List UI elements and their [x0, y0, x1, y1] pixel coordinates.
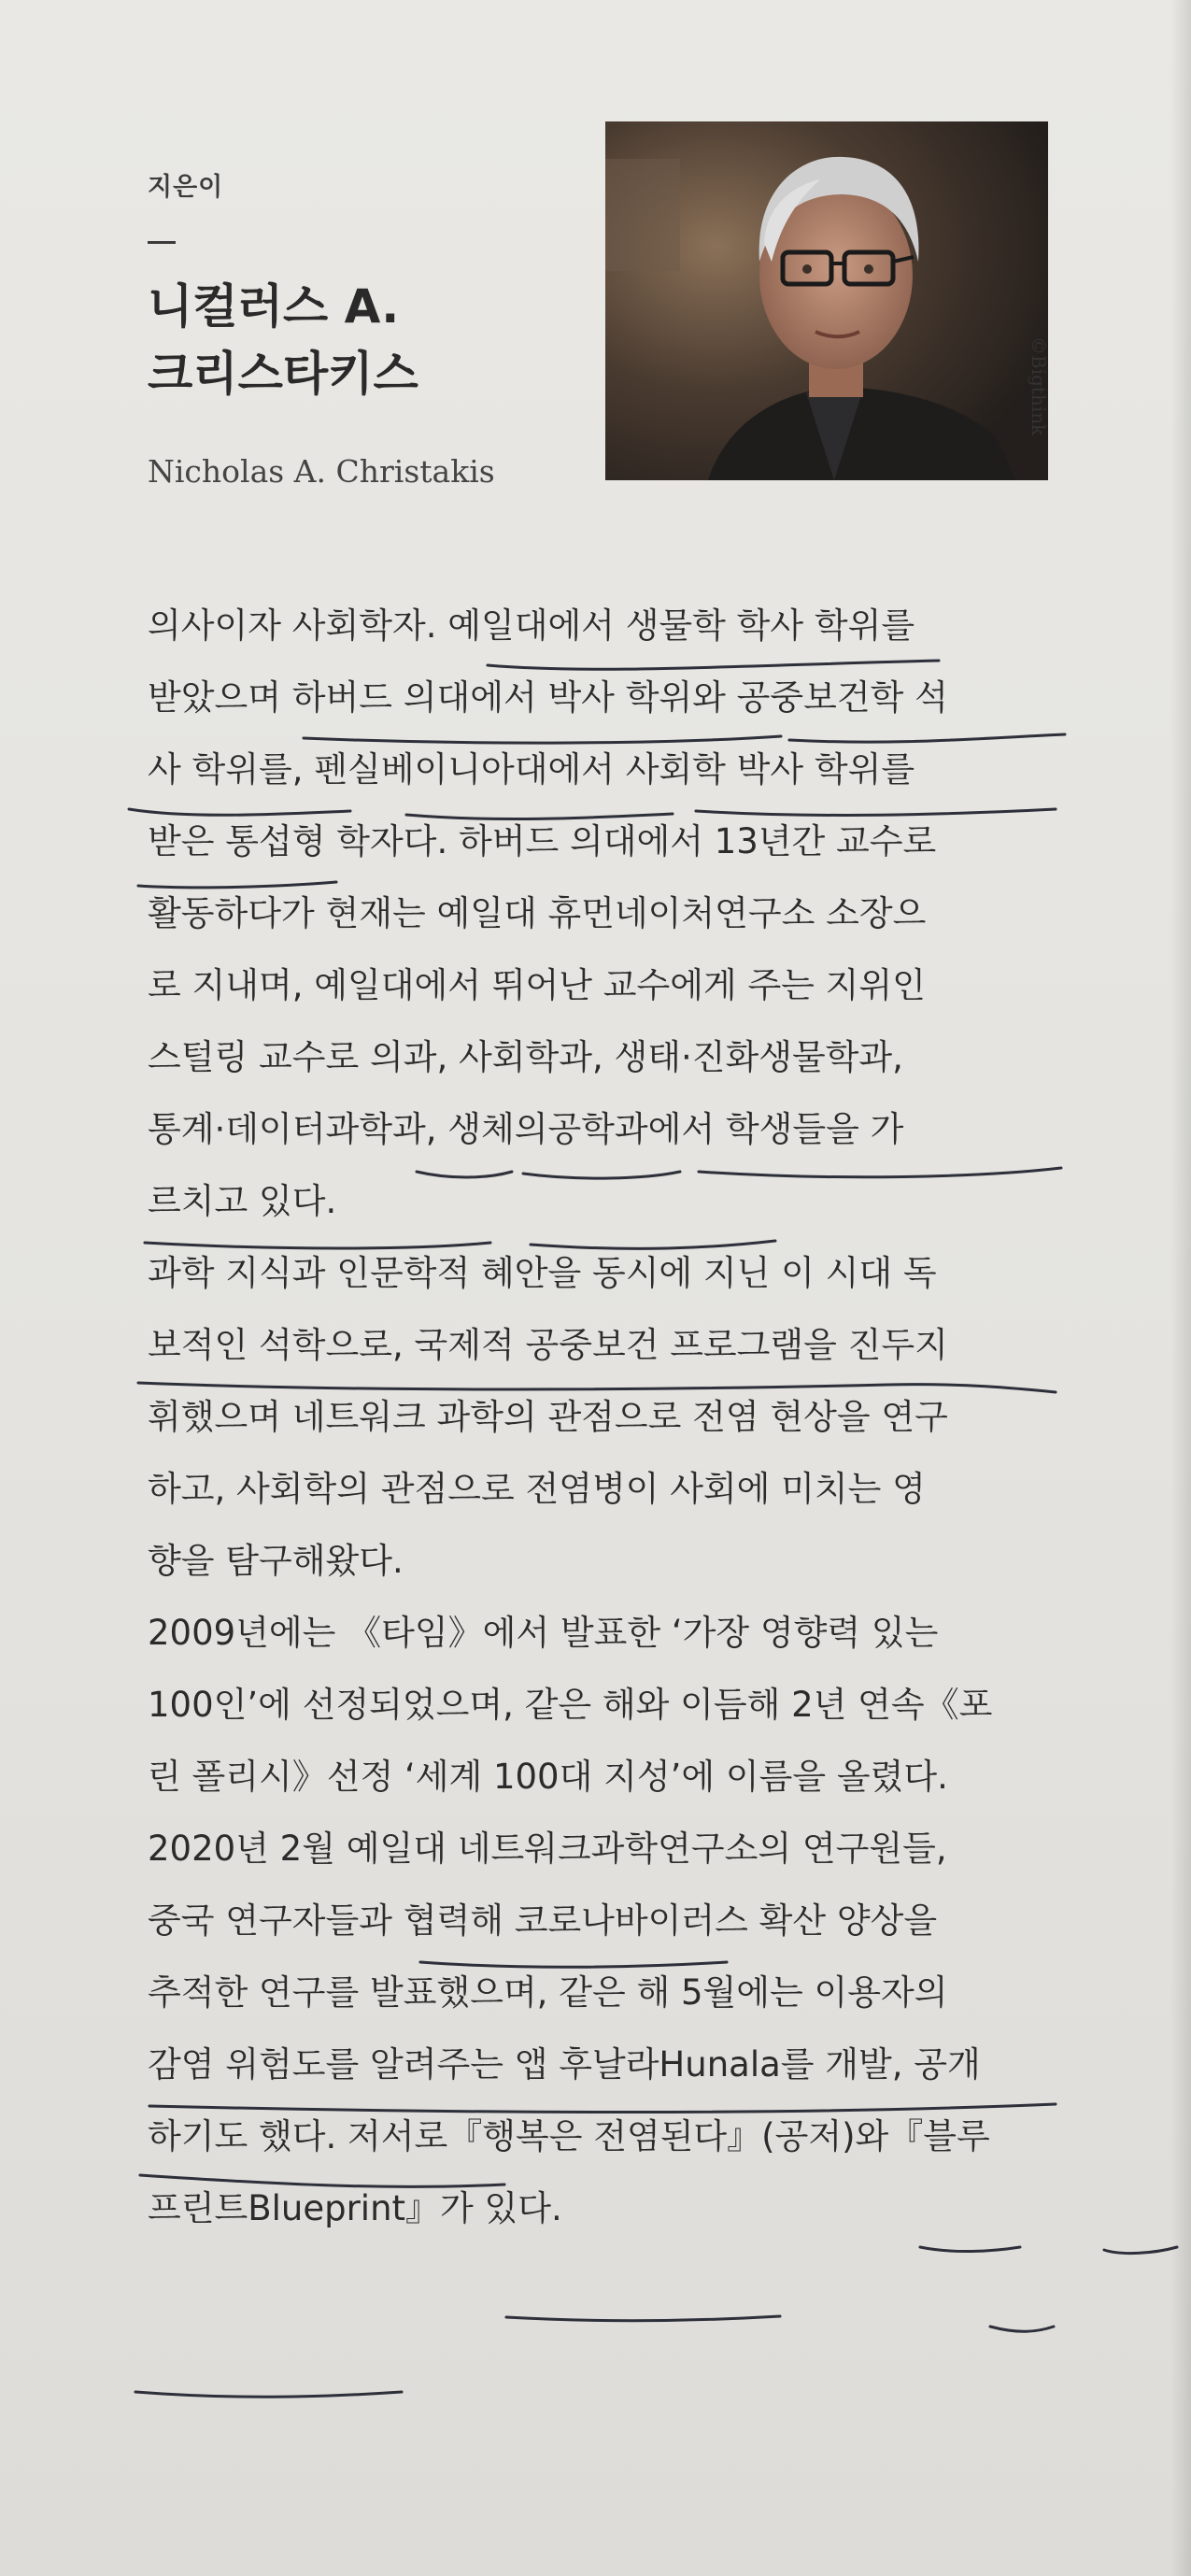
author-photo — [605, 121, 1048, 480]
bio-line: 활동하다가 현재는 예일대 휴먼네이처연구소 소장으 — [148, 893, 927, 933]
bio-line: 받은 통섭형 학자다. 하버드 의대에서 13년간 교수로 — [148, 821, 937, 861]
bio-line: 의사이자 사회학자. 예일대에서 생물학 학사 학위를 — [148, 605, 915, 646]
bio-line: 추적한 연구를 발표했으며, 같은 해 5월에는 이용자의 — [148, 1972, 948, 2013]
bio-line: 과학 지식과 인문학적 혜안을 동시에 지닌 이 시대 독 — [148, 1253, 937, 1293]
bio-line: 향을 탐구해왔다. — [148, 1541, 404, 1581]
portrait-illustration — [605, 121, 1048, 480]
bio-line: 2020년 2월 예일대 네트워크과학연구소의 연구원들, — [148, 1829, 947, 1869]
underline-mark — [135, 2392, 402, 2397]
underline-mark — [699, 1168, 1061, 1177]
bio-line: 중국 연구자들과 협력해 코로나바이러스 확산 양상을 — [148, 1900, 938, 1941]
author-name-line-1: 니컬러스 A. — [148, 279, 400, 334]
bio-line: 로 지내며, 예일대에서 뛰어난 교수에게 주는 지위인 — [148, 965, 926, 1005]
bio-line: 100인’에 선정되었으며, 같은 해와 이듬해 2년 연속《포 — [148, 1685, 993, 1725]
bio-line: 사 학위를, 펜실베이니아대에서 사회학 박사 학위를 — [148, 749, 915, 790]
bio-line: 2009년에는 《타임》에서 발표한 ‘가장 영향력 있는 — [148, 1613, 939, 1653]
author-name-korean — [148, 273, 418, 407]
bio-line: 르치고 있다. — [148, 1181, 337, 1221]
underline-mark — [417, 1172, 512, 1177]
underline-mark — [789, 734, 1065, 742]
underline-mark — [1104, 2247, 1177, 2254]
bio-line: 하고, 사회학의 관점으로 전염병이 사회에 미치는 영 — [148, 1469, 926, 1509]
bio-line: 보적인 석학으로, 국제적 공중보건 프로그램을 진두지 — [148, 1325, 948, 1365]
bio-line: 받았으며 하버드 의대에서 박사 학위와 공중보건학 석 — [148, 677, 948, 718]
bio-line: 통계·데이터과학과, 생체의공학과에서 학생들을 가 — [148, 1109, 904, 1149]
underline-mark — [523, 1172, 680, 1178]
photo-credit: ©Bigthink — [1028, 336, 1050, 436]
label-divider — [148, 241, 176, 244]
bio-line: 프린트Blueprint』가 있다. — [148, 2188, 562, 2228]
underline-mark — [990, 2327, 1054, 2331]
author-name-english: Nicholas A. Christakis — [148, 453, 495, 490]
bio-line: 린 폴리시》선정 ‘세계 100대 지성’에 이름을 올렸다. — [148, 1757, 948, 1797]
bio-line: 감염 위험도를 알려주는 앱 후날라Hunala를 개발, 공개 — [148, 2044, 981, 2085]
bio-line: 하기도 했다. 저서로『행복은 전염된다』(공저)와『블루 — [148, 2116, 990, 2156]
underline-mark — [920, 2247, 1020, 2252]
bio-line: 스털링 교수로 의과, 사회학과, 생태·진화생물학과, — [148, 1037, 903, 1077]
bio-line: 휘했으며 네트워크 과학의 관점으로 전염 현상을 연구 — [148, 1397, 948, 1437]
author-label: 지은이 — [148, 173, 224, 202]
author-name-line-2: 크리스타키스 — [148, 347, 418, 401]
underline-mark — [506, 2316, 780, 2321]
underline-mark — [488, 661, 939, 669]
